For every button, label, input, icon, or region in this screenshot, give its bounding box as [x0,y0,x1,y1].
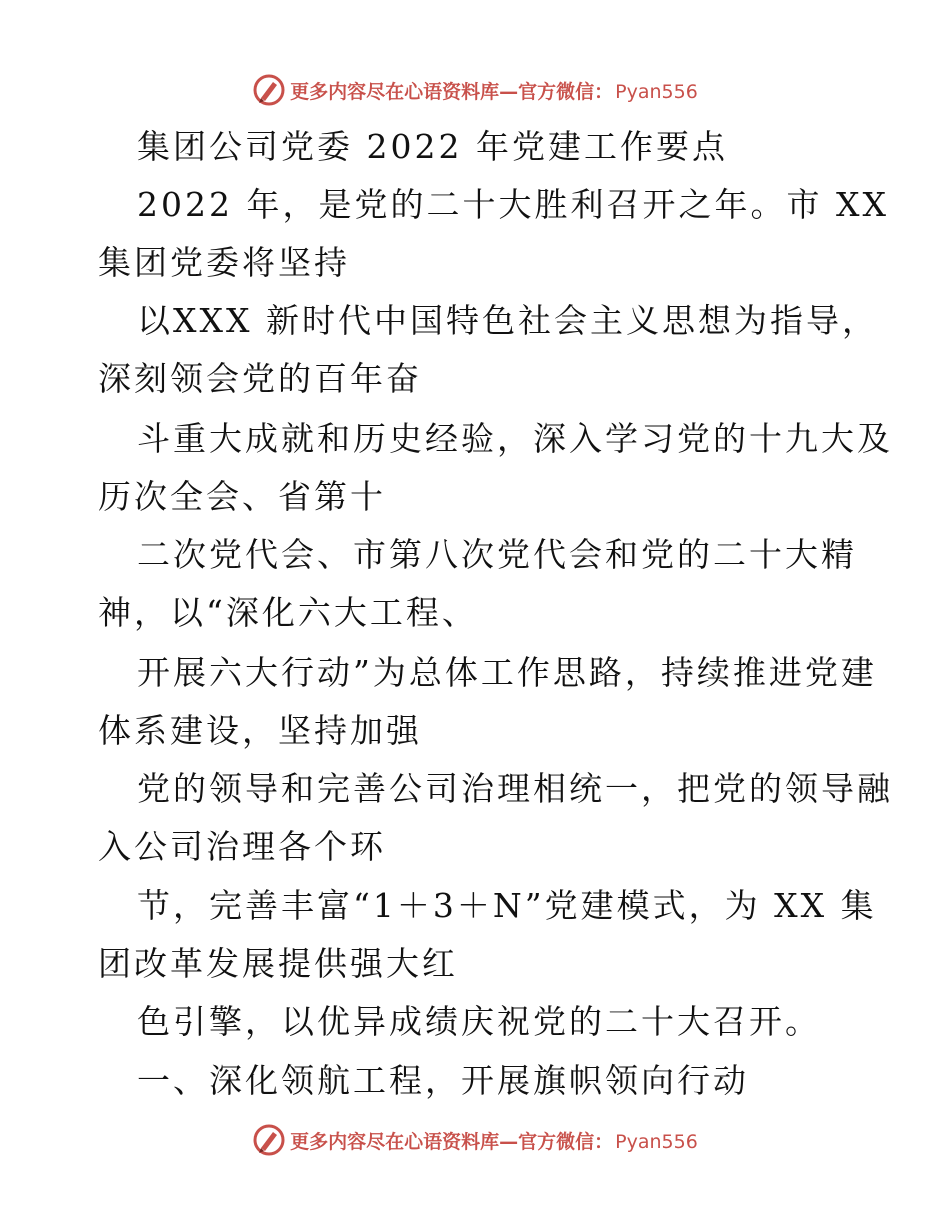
watermark-wechat-id: Pyan556 [615,80,698,103]
watermark-text-cn: 更多内容尽在心语资料库—官方微信： [290,80,614,103]
watermark-text-cn: 更多内容尽在心语资料库—官方微信： [290,1130,614,1153]
doc-line: 体系建设，坚持加强 [98,711,422,750]
watermark-header [0,70,950,110]
doc-line: 团改革发展提供强大红 [98,944,458,983]
doc-line: 色引擎，以优异成绩庆祝党的二十大召开。 [137,1002,821,1041]
watermark-text [290,77,698,104]
doc-line: 以XXX 新时代中国特色社会主义思想为指导， [137,301,878,340]
doc-line: 入公司治理各个环 [98,827,386,866]
pen-logo-icon [252,73,286,107]
doc-line: 深刻领会党的百年奋 [98,359,422,398]
doc-line: 开展六大行动”为总体工作思路，持续推进党建 [137,653,877,692]
doc-title: 集团公司党委 2022 年党建工作要点 [137,127,728,166]
doc-line: 党的领导和完善公司治理相统一，把党的领导融 [137,769,893,808]
doc-line: 节，完善丰富“1＋3＋N”党建模式，为 XX 集 [137,886,877,925]
watermark-wechat-id: Pyan556 [615,1130,698,1153]
section-heading: 一、深化领航工程，开展旗帜领向行动 [137,1061,749,1100]
doc-line: 历次全会、省第十 [98,477,386,516]
doc-line: 神，以“深化六大工程、 [98,593,478,632]
doc-line: 二次党代会、市第八次党代会和党的二十大精 [137,535,857,574]
doc-line: 集团党委将坚持 [98,243,350,282]
watermark-footer [0,1120,950,1160]
pen-logo-icon [252,1123,286,1157]
doc-line: 2022 年，是党的二十大胜利召开之年。市 XX [137,185,889,224]
doc-line: 斗重大成就和历史经验，深入学习党的十九大及 [137,419,893,458]
watermark-text [290,1127,698,1154]
